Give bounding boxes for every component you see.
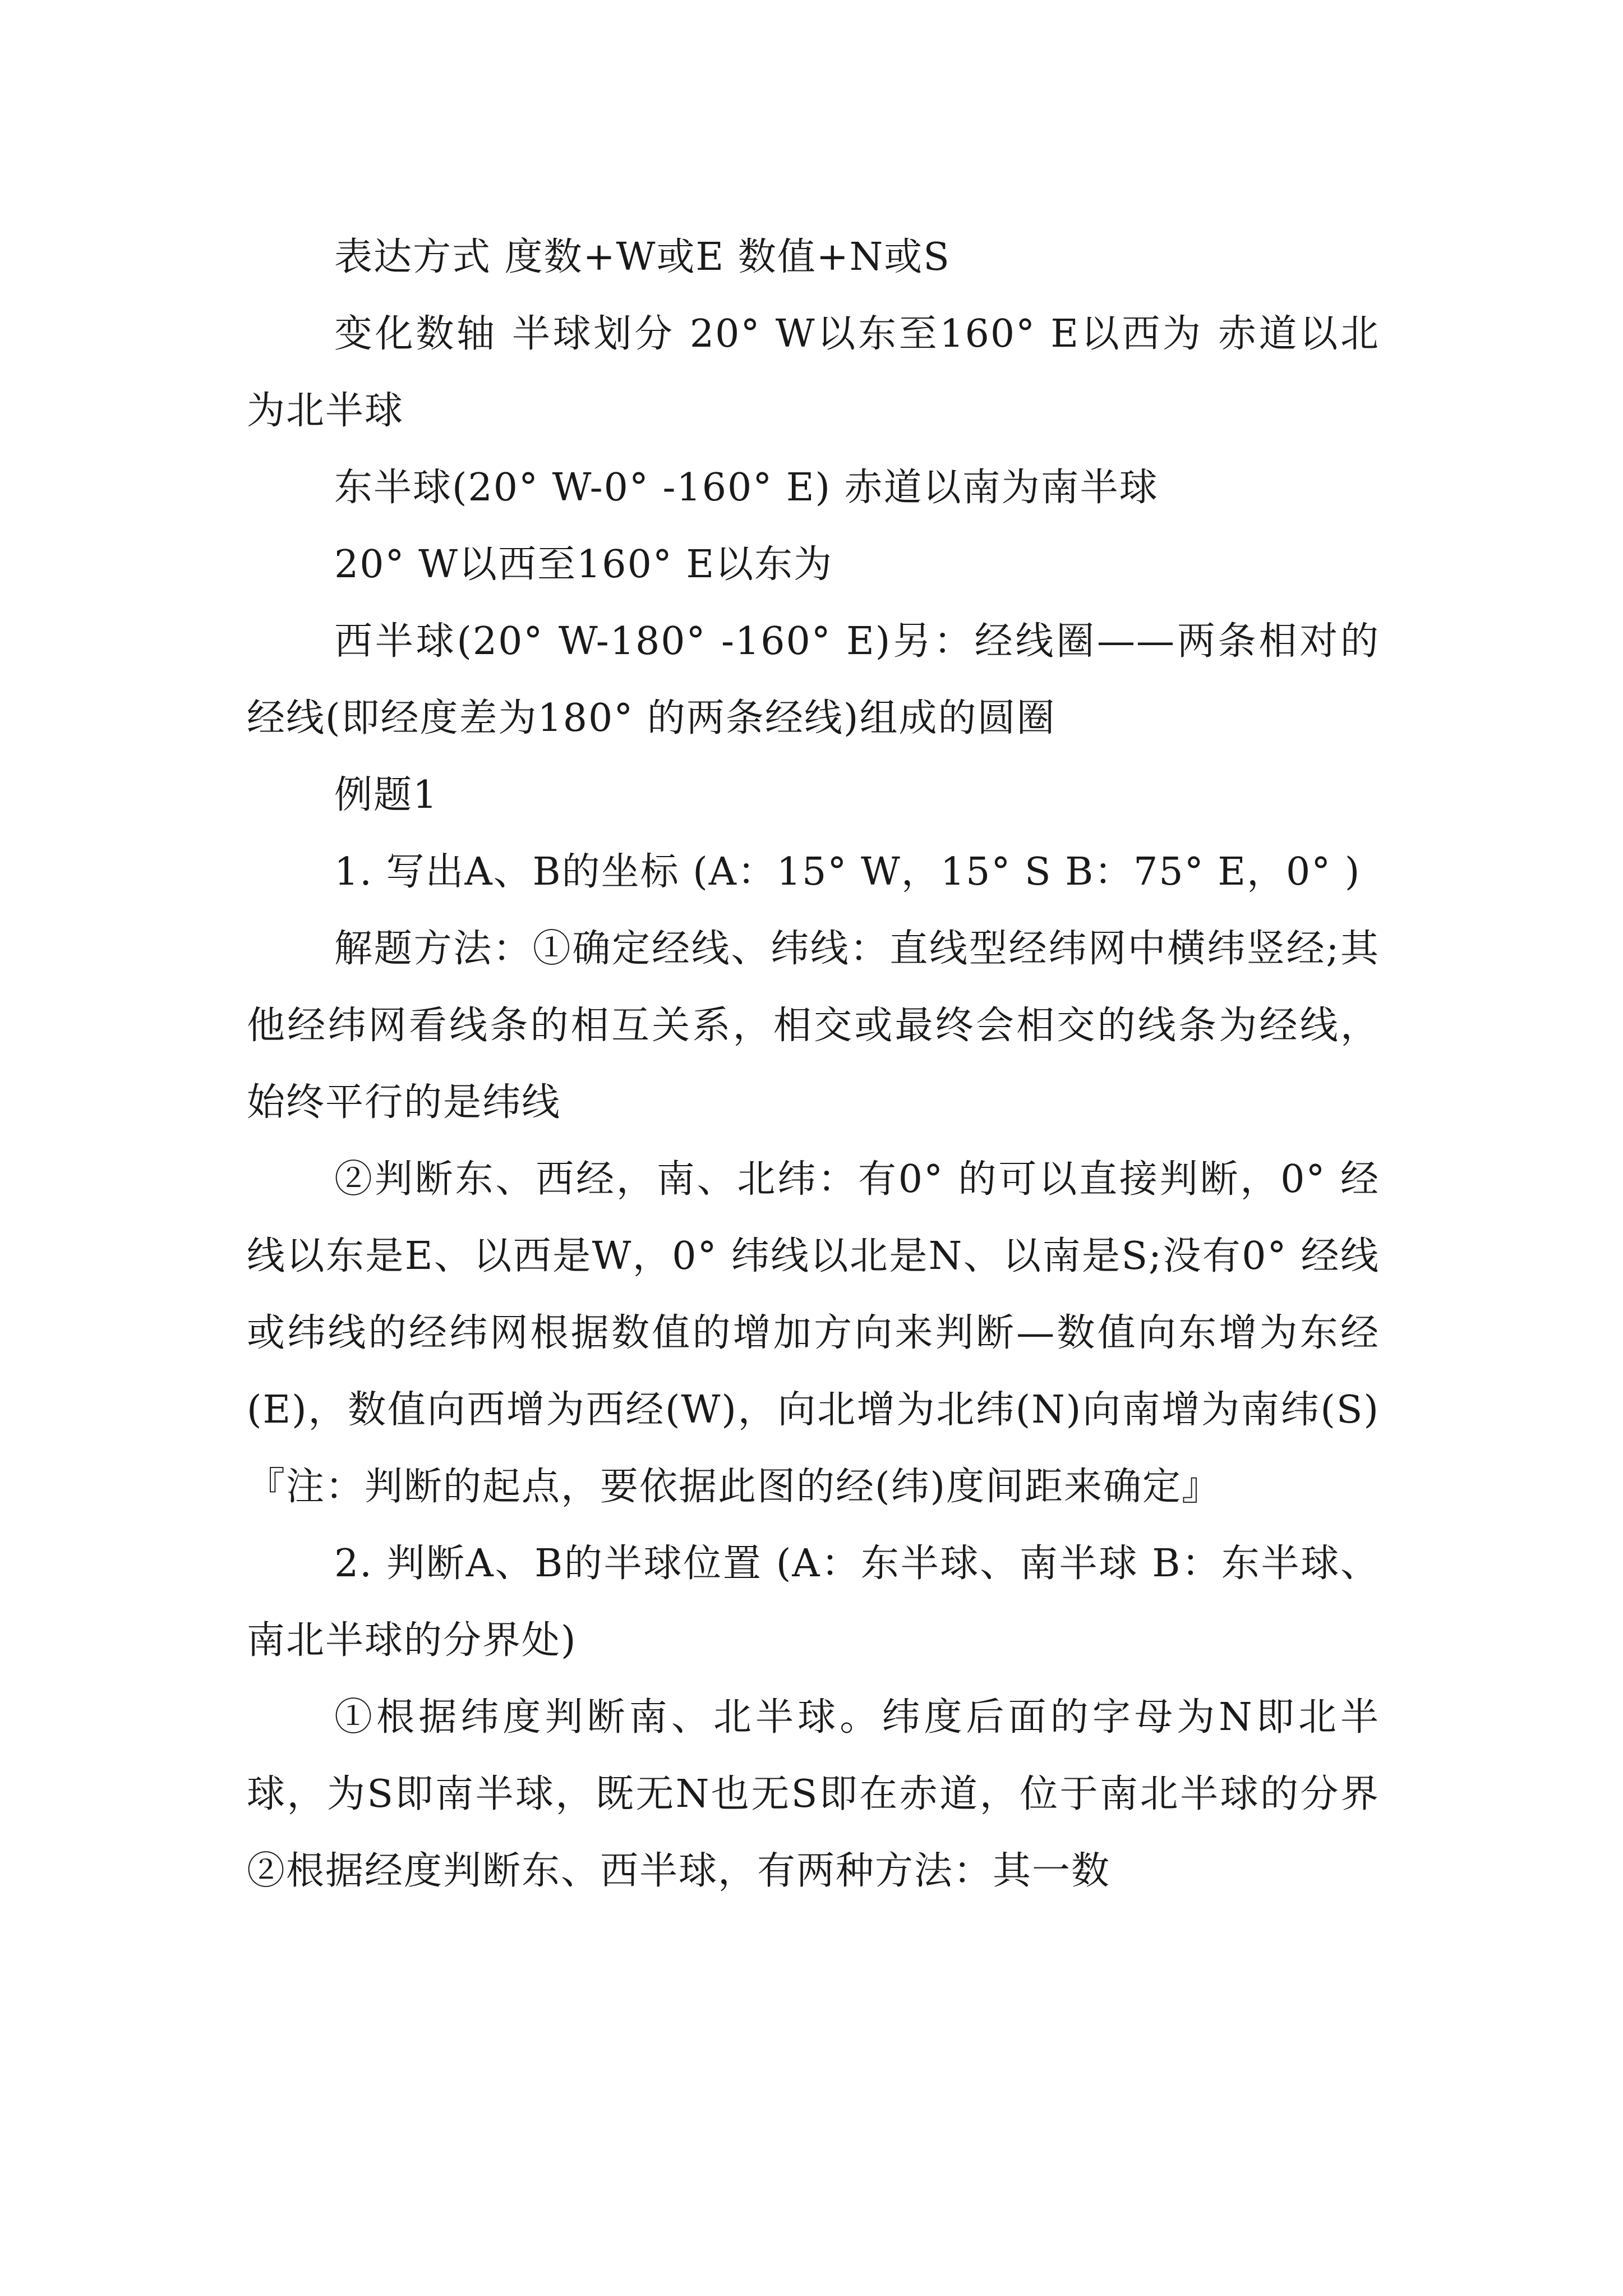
paragraph-solution-method: 解题方法：①确定经线、纬线：直线型经纬网中横纬竖经;其他经纬网看线条的相互关系，相交或最终会相交的线条为经线，始终平行的是纬线	[247, 927, 1380, 1125]
document-page	[247, 219, 1380, 1910]
paragraph-expression-format: 表达方式 度数+W或E 数值+N或S	[334, 235, 951, 279]
paragraph-example-heading: 例题1	[334, 773, 439, 817]
paragraph-hemisphere-division: 变化数轴 半球划分 20° W以东至160° E以西为 赤道以北为北半球	[247, 312, 1380, 433]
paragraph-west-of-20w: 20° W以西至160° E以东为	[334, 542, 833, 587]
paragraph-western-hemisphere: 西半球(20° W-180° -160° E)另：经线圈——两条相对的经线(即经度差为180° 的两条经线)组成的圆圈	[247, 619, 1380, 740]
paragraph-eastern-hemisphere: 东半球(20° W-0° -160° E) 赤道以南为南半球	[334, 466, 1159, 510]
paragraph-judge-longitude-latitude: ②判断东、西经，南、北纬：有0° 的可以直接判断，0° 经线以东是E、以西是W，0° 纬线以北是N、以南是S;没有0° 经线或纬线的经纬网根据数值的增加方向来判断—数值向东增为东经(E)，数值向西增为西经(W)，向北增为北纬(N)向南增为南纬(S)『注：判断的起点，要依据此图的经(纬)度间距来确定』	[247, 1157, 1380, 1509]
paragraph-question-1: 1. 写出A、B的坐标 (A：15° W，15° S B：75° E，0° )	[334, 850, 1361, 894]
paragraph-judge-hemisphere: ①根据纬度判断南、北半球。纬度后面的字母为N即北半球，为S即南半球，既无N也无S即在赤道，位于南北半球的分界②根据经度判断东、西半球，有两种方法：其一数	[247, 1695, 1380, 1893]
paragraph-question-2: 2. 判断A、B的半球位置 (A：东半球、南半球 B：东半球、南北半球的分界处)	[247, 1542, 1380, 1663]
